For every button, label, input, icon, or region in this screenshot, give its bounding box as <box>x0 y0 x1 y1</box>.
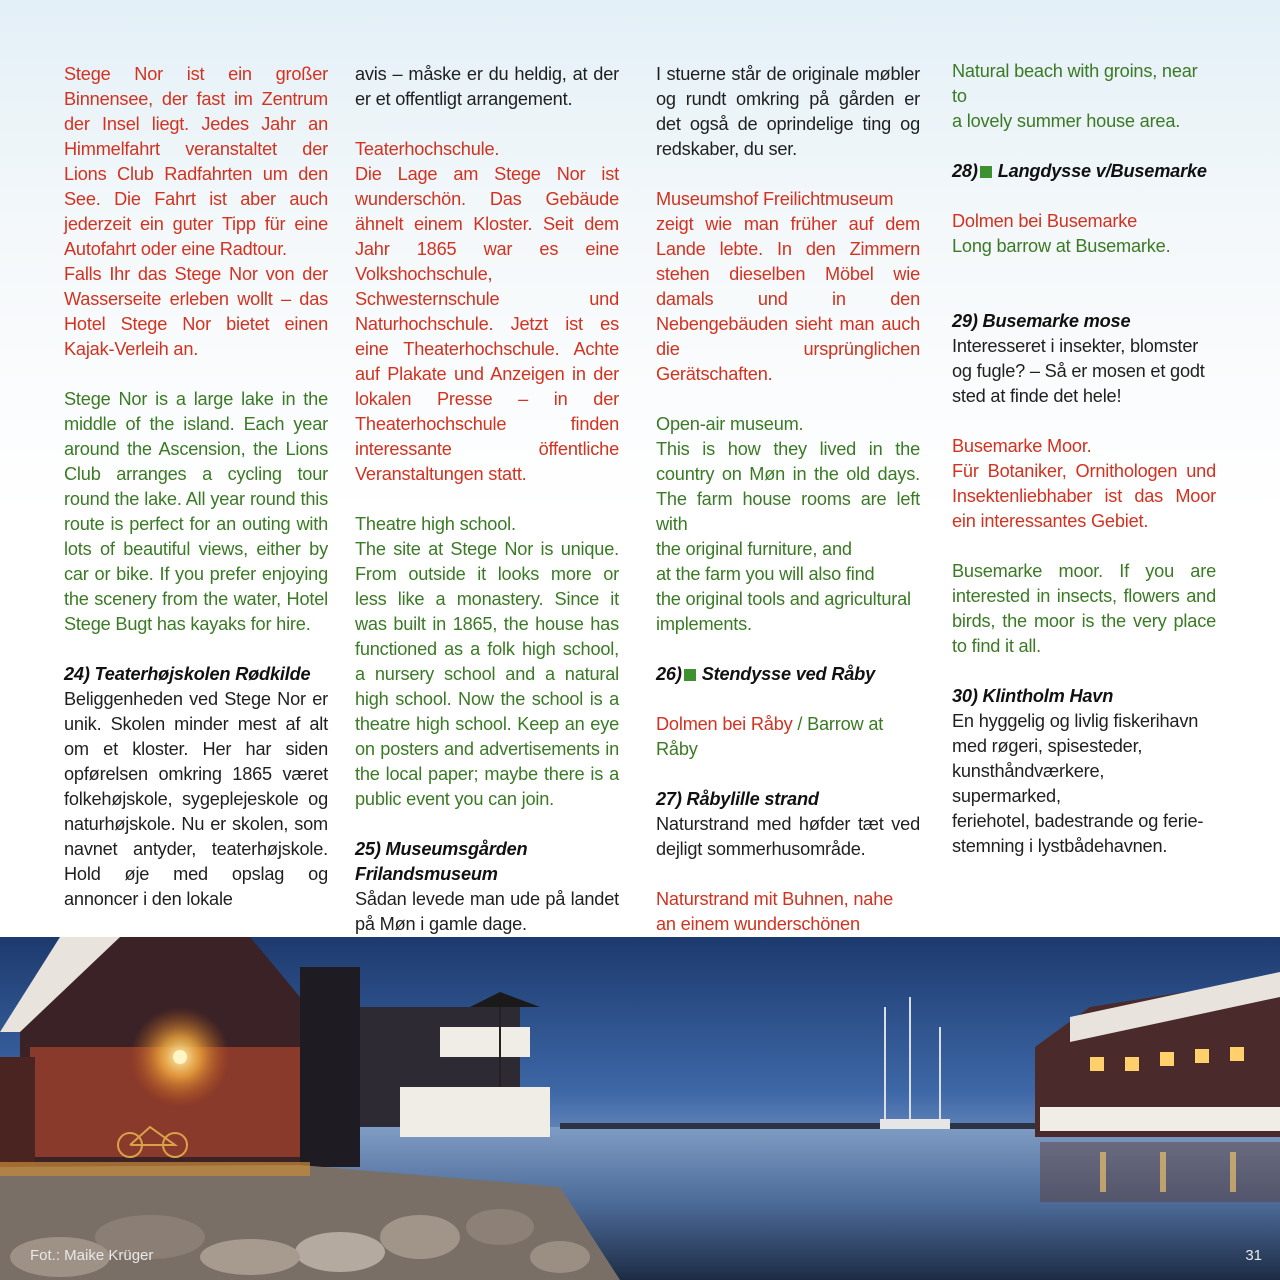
english-line: the original furniture, and <box>656 539 852 559</box>
english-text: Barrow at Råby <box>656 714 884 759</box>
square-marker-icon <box>684 669 696 681</box>
danish-line: feriehotel, badestrande og ferie- <box>952 811 1204 831</box>
photo-credit: Fot.: Maike Krüger <box>30 1247 154 1264</box>
german-line: Naturstrand mit Buhnen, nahe <box>656 889 894 909</box>
column-1 <box>64 62 328 912</box>
section-heading-26 <box>656 662 920 687</box>
section-heading-24: 24) Teaterhøjskolen Rødkilde <box>64 664 311 684</box>
english-line: implements. <box>656 614 752 634</box>
section-title: Langdysse v/Busemarke <box>997 161 1207 181</box>
danish-paragraph: Naturstrand med høfder tæt ved dejligt sommerhusområde. <box>656 814 920 859</box>
german-paragraph: Falls Ihr das Stege Nor von der Wasserseite erleben wollt – das Hotel Stege Nor bietet einen Kajak-Verleih an. <box>64 264 328 359</box>
english-paragraph: Stege Nor is a large lake in the middle of the island. Each year around the Ascension, the Lions Club arranges a cycling tour round the lake. All year round this route is perfect for an outing with lots of beautiful views, either by car or bike. If you prefer enjoying the scenery from the water, Hotel Stege Bugt has kayaks for hire. <box>64 389 328 634</box>
danish-line: stemning i lystbådehavnen. <box>952 836 1168 856</box>
english-line: at the farm you will also find <box>656 564 875 584</box>
section-heading-29: 29) Busemarke mose <box>952 311 1131 331</box>
english-paragraph: Busemarke moor. If you are interested in insects, flowers and birds, the moor is the very place to find it all. <box>952 561 1216 656</box>
section-heading-25-sub: Frilandsmuseum <box>355 864 498 884</box>
danish-line: kunsthåndværkere, supermarked, <box>952 761 1105 806</box>
section-title: Stendysse ved Råby <box>701 664 875 684</box>
german-line: an einem wunderschönen <box>656 914 860 934</box>
english-line: Natural beach with groins, near to <box>952 61 1198 106</box>
english-paragraph-title: Theatre high school. <box>355 514 516 534</box>
german-paragraph: Für Botaniker, Ornithologen und Insektenliebhaber ist das Moor ein interessantes Gebiet. <box>952 461 1216 531</box>
column-4 <box>952 62 1216 859</box>
german-text: Dolmen bei Råby <box>656 714 793 734</box>
danish-paragraph: avis – måske er du heldig, at der er et offentligt arrangement. <box>355 64 619 109</box>
section-heading-27: 27) Råbylille strand <box>656 789 819 809</box>
german-paragraph: Stege Nor ist ein großer Binnensee, der fast im Zentrum der Insel liegt. Jedes Jahr an Himmelfahrt veranstaltet der Lions Club Radfahrten um den See. Die Fahrt ist aber auch jederzeit ein guter Tipp für eine Autofahrt oder eine Radtour. <box>64 64 328 259</box>
section-number: 28) <box>952 161 978 181</box>
text-columns <box>0 61 1280 934</box>
harbour-night-scene-image <box>0 937 1280 1280</box>
square-marker-icon <box>980 166 992 178</box>
english-paragraph: The site at Stege Nor is unique. From outside it looks more or less like a monastery. Since it was built in 1865, the house has functioned as a folk high school, a nursery school and a natural high school. Now the school is a theatre high school. Keep an eye on posters and advertisements in the local paper; maybe there is a public event you can join. <box>355 539 619 809</box>
english-paragraph: This is how they lived in the country on Møn in the old days. The farm house rooms are left with <box>656 439 920 534</box>
danish-paragraph: Interesseret i insekter, blomster og fugle? – Så er mosen et godt sted at finde det hele! <box>952 336 1205 406</box>
english-paragraph-title: Open-air museum. <box>656 414 804 434</box>
section-number: 26) <box>656 664 682 684</box>
german-paragraph: Die Lage am Stege Nor ist wunderschön. Das Gebäude ähnelt einem Kloster. Seit dem Jahr 1865 war es eine Volkshochschule, Schwesternschule und Naturhochschule. Jetzt ist es eine Theaterhochschule. Achte auf Plakate und Anzeigen in der lokalen Presse – in der Theaterhochschule finden interessante öffentliche Veranstaltungen statt. <box>355 164 619 484</box>
danish-paragraph: Beliggenheden ved Stege Nor er unik. Skolen minder mest af alt om et kloster. Her har siden opførelsen omkring 1865 været folkehøjskole, sygeplejeskole og naturhøjskole. Nu er skolen, som navnet antyder, teaterhøjskole. Hold øje med opslag og annoncer i den lokale <box>64 689 328 909</box>
danish-paragraph: I stuerne står de originale møbler og rundt omkring på gården er det også de oprindelige ting og redskaber, du ser. <box>656 64 920 159</box>
danish-line: med røgeri, spisesteder, <box>952 736 1143 756</box>
dolmen-line <box>656 712 920 762</box>
german-paragraph-title: Teaterhochschule. <box>355 139 500 159</box>
english-line: the original tools and agricultural <box>656 589 911 609</box>
german-paragraph: zeigt wie man früher auf dem Lande lebte. In den Zimmern stehen dieselben Möbel wie damals und in den Nebengebäuden sieht man auch die ursprünglichen Gerätschaften. <box>656 214 920 384</box>
danish-line: En hyggelig og livlig fiskerihavn <box>952 711 1199 731</box>
english-line: a lovely summer house area. <box>952 111 1181 131</box>
section-heading-28 <box>952 159 1216 184</box>
german-paragraph-title: Busemarke Moor. <box>952 436 1092 456</box>
page-number: 31 <box>1245 1247 1262 1264</box>
column-2 <box>355 62 619 937</box>
separator: / <box>792 714 808 734</box>
section-heading-25: 25) Museumsgården <box>355 839 528 859</box>
harbour-photo <box>0 937 1280 1280</box>
english-line: Long barrow at Busemarke. <box>952 236 1171 256</box>
column-3 <box>656 62 920 962</box>
german-paragraph-title: Museumshof Freilichtmuseum <box>656 189 894 209</box>
german-line: Dolmen bei Busemarke <box>952 211 1138 231</box>
danish-paragraph: Sådan levede man ude på landet på Møn i gamle dage. <box>355 889 619 934</box>
section-heading-30: 30) Klintholm Havn <box>952 686 1114 706</box>
